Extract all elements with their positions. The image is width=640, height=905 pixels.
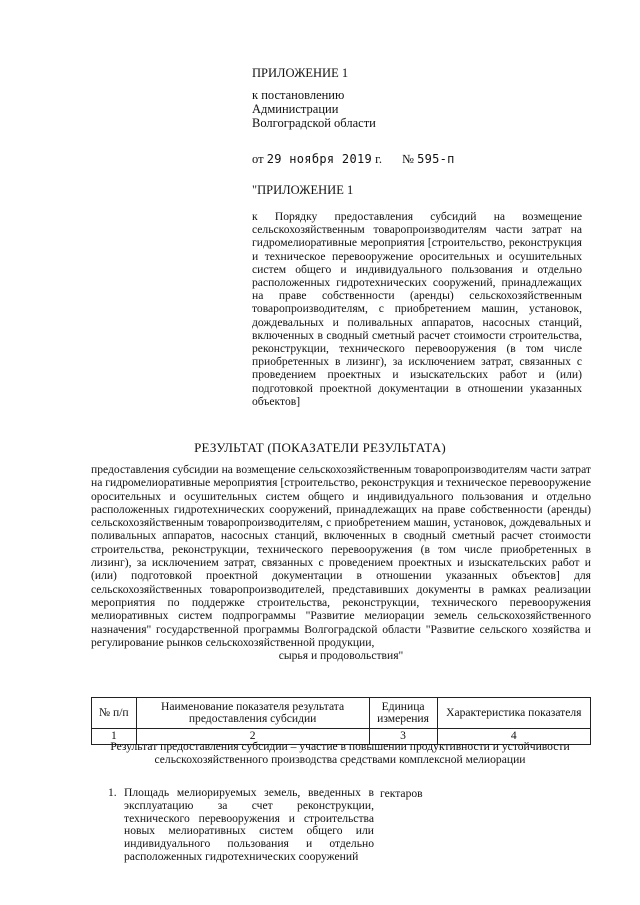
to-resolution-line: к постановлению [252, 88, 345, 102]
item-unit: гектаров [380, 787, 423, 800]
result-body-tail: сырья и продовольствия" [278, 649, 404, 663]
appendix-title: ПРИЛОЖЕНИЕ 1 [252, 66, 349, 80]
resolution-date-line [252, 152, 455, 167]
header-characteristic: Характеристика показателя [437, 698, 590, 729]
date-suffix: г. [375, 152, 383, 166]
item-number: 1. [108, 786, 117, 799]
result-body [91, 463, 591, 662]
column-number-3: 3 [369, 729, 437, 745]
quoted-appendix-title: "ПРИЛОЖЕНИЕ 1 [252, 183, 354, 197]
number-prefix: № [402, 152, 414, 166]
resolution-number: 595-п [417, 152, 455, 166]
column-number-2: 2 [136, 729, 369, 745]
column-number-4: 4 [437, 729, 590, 745]
header-number: № п/п [92, 698, 137, 729]
indicators-table [91, 697, 591, 745]
region-line: Волгоградской области [252, 116, 376, 130]
result-statement: Результат предоставления субсидии – участие в повышении продуктивности и устойчивости сельскохозяйственного производства средствами комплексной мелиорации [110, 740, 570, 766]
administration-line: Администрации [252, 102, 339, 116]
procedure-reference: к Порядку предоставления субсидий на возмещение сельскохозяйственным товаропроизводителям части затрат на гидромелиоративные мероприятия [строительство, реконструкция и техническое перевооружение оросительных и осушительных систем общего и индивидуального пользования и отдельно расположенных гидротехнических сооружений, принадлежащих на праве собственности (аренды) сельскохозяйственным товаропроизводителям, с приобретением машин, установок, дождевальных и поливальных аппаратов, насосных станций, включенных в сводный сметный расчет стоимости строительства, реконструкции, технического перевооружения (в том числе приобретенных в лизинг), за исключением затрат, связанных с проведением проектных и изыскательских работ и (или) подготовкой проектной документации в отношении указанных объектов] [252, 210, 582, 408]
result-title: РЕЗУЛЬТАТ (ПОКАЗАТЕЛИ РЕЗУЛЬТАТА) [194, 440, 446, 455]
appendix-header [252, 66, 376, 130]
header-indicator-name: Наименование показателя результата предоставления субсидии [136, 698, 369, 729]
date-prefix: от [252, 152, 264, 166]
item-text: Площадь мелиорируемых земель, введенных в эксплуатацию за счет реконструкции, технического перевооружения и строительства новых мелиоративных систем общего или индивидуального пользования и отдельно расположенных гидротехнических сооружений [124, 786, 374, 863]
column-number-1: 1 [92, 729, 137, 745]
resolution-date: 29 ноября 2019 [266, 152, 373, 166]
result-body-text: предоставления субсидии на возмещение сельскохозяйственным товаропроизводителям части затрат на гидромелиоративные мероприятия [строительство, реконструкция и техническое перевооружение оросительных и осушительных систем общего и индивидуального пользования и отдельно расположенных гидротехнических сооружений, принадлежащих на праве собственности (аренды) сельскохозяйственным товаропроизводителям, с приобретением машин, установок, дождевальных и поливальных аппаратов, насосных станций, включенных в сводный сметный расчет стоимости строительства, реконструкции, технического перевооружения (в том числе приобретенных в лизинг), за исключением затрат, связанных с проведением проектных и изыскательских работ и (или) подготовкой проектной документации в отношении указанных объектов] для сельскохозяйственных товаропроизводителей, представивших документы в рамках реализации мероприятия по поддержке строительства, реконструкции, технического перевооружения мелиоративных систем подпрограммы "Развитие мелиорации земель сельскохозяйственного назначения" государственной программы Волгоградской области "Развитие сельского хозяйства и регулирование рынков сельскохозяйственной продукции, [91, 463, 591, 649]
header-unit: Единица измерения [369, 698, 437, 729]
table-header-row [92, 698, 591, 729]
